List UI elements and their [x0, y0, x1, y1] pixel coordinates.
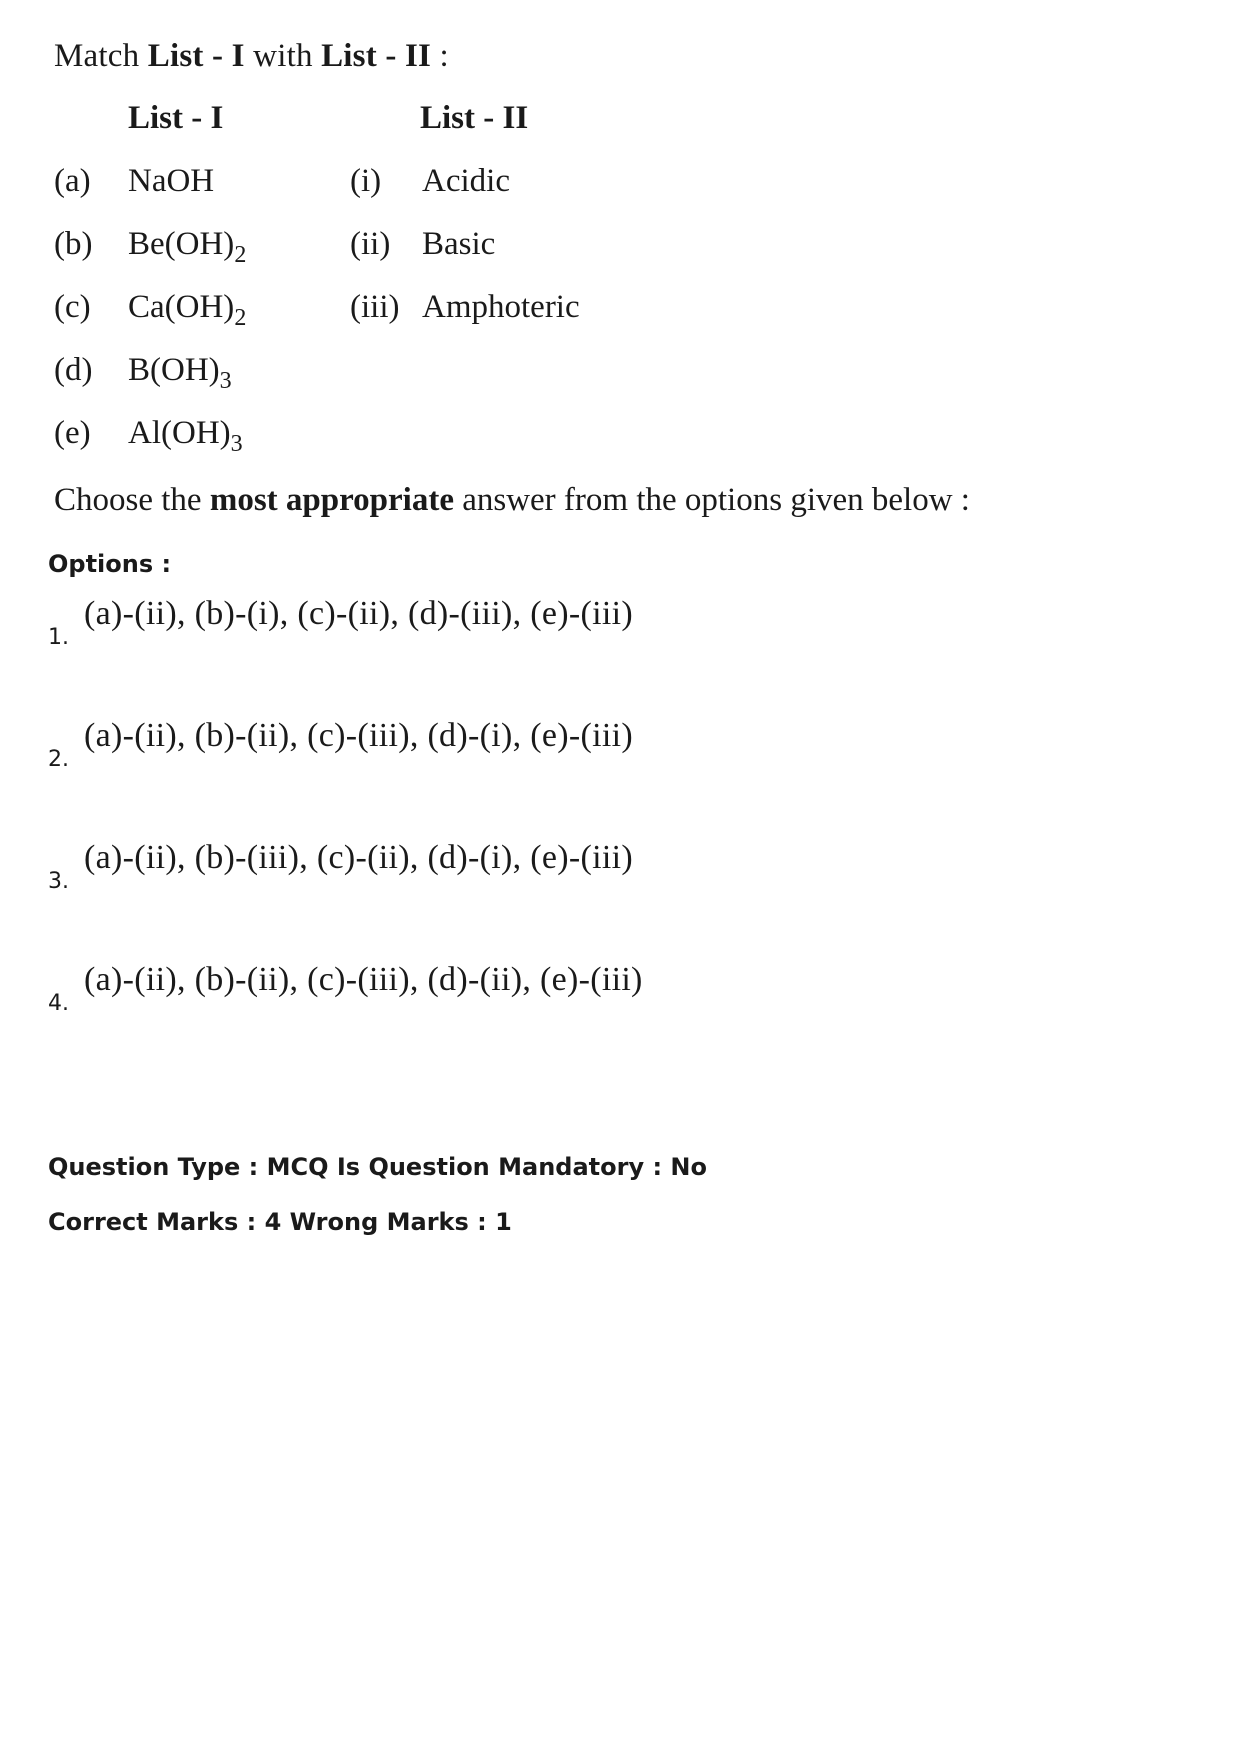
heading-suffix: : — [439, 38, 449, 74]
list1-item-formula: $B(OH)_3$ — [128, 352, 232, 394]
list2-item-text: Basic — [422, 226, 496, 262]
instruction-emphasis: most appropriate — [209, 482, 454, 518]
list1-item-label: (b) — [54, 226, 93, 262]
list2-item-label: (ii) — [350, 226, 391, 262]
list1-item-formula: NaOH — [128, 163, 215, 199]
option-text[interactable]: (a)-(ii), (b)-(i), (c)-(ii), (d)-(iii), (e)-(iii) — [84, 595, 633, 632]
option-number: 3. — [48, 869, 69, 894]
heading-prefix: Match — [54, 38, 140, 74]
list1-item-label: (d) — [54, 352, 93, 388]
list2-item-text: Acidic — [422, 163, 510, 199]
heading-list2: List - II — [321, 38, 432, 74]
option-text[interactable]: (a)-(ii), (b)-(ii), (c)-(iii), (d)-(i), (e)-(iii) — [84, 717, 633, 754]
list1-header: List - I — [128, 100, 224, 136]
list2-header: List - II — [420, 100, 529, 136]
heading-list1: List - I — [147, 38, 245, 74]
option-number: 4. — [48, 991, 69, 1016]
list1-item-label: (c) — [54, 289, 91, 325]
list2-item-label: (i) — [350, 163, 382, 199]
list2-item-label: (iii) — [350, 289, 400, 325]
list1-item-formula: $Ca(OH)_2$ — [128, 289, 247, 331]
option-number: 1. — [48, 625, 69, 650]
options-label: Options : — [48, 550, 172, 578]
option-text[interactable]: (a)-(ii), (b)-(iii), (c)-(ii), (d)-(i), (e)-(iii) — [84, 839, 633, 876]
option-text[interactable]: (a)-(ii), (b)-(ii), (c)-(iii), (d)-(ii), (e)-(iii) — [84, 961, 643, 998]
question-heading — [54, 38, 449, 75]
list1-item-label: (a) — [54, 163, 91, 199]
list1-item-label: (e) — [54, 415, 91, 451]
list1-item-formula: $Al(OH)_3$ — [128, 415, 243, 457]
instruction-text: Choose the most appropriate answer from the options given below : — [54, 482, 970, 518]
marks-line: Correct Marks : 4 Wrong Marks : 1 — [48, 1208, 512, 1236]
list2-item-text: Amphoteric — [422, 289, 580, 325]
heading-mid: with — [253, 38, 313, 74]
list1-item-formula: $Be(OH)_2$ — [128, 226, 247, 268]
question-type-line: Question Type : MCQ Is Question Mandatory : No — [48, 1153, 707, 1181]
option-number: 2. — [48, 747, 69, 772]
